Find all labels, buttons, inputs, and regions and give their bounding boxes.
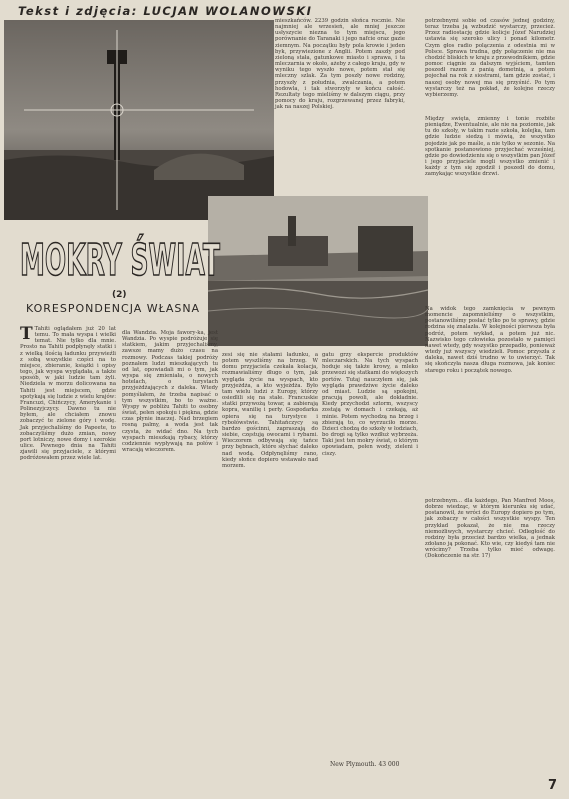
text-column-right-middle: Między swięta, zmienny i tonie rozbite pieniądze, Ewentualnie, ale nie na poziomie, jak tu do szkoły, w takim razie szkoła, kolejka, tam gdzie ludzie siedzą i mówią, że wszystko pojedzie jak po maśle, a nie tylko w sezonie. Na spotkanie postanowiono przyjechać wcześniej, gdzie po dowiedzieniu się o wszystkim pan Józef i jego przyjaciele mogli wszystko zmienić i każdy z tym się zgodził i poszedł do domu, zamykając wszystkie drzwi. bbox=[425, 116, 555, 178]
text-column-bottom-1 bbox=[20, 326, 116, 781]
harbour-photo-graphic bbox=[208, 196, 428, 346]
author-header: Tekst i zdjęcia: LUCJAN WOLANOWSKI bbox=[18, 4, 313, 18]
text-column-bottom-3: zesi się nie stałami ładunku, a potem wyszliśmy na brzeg. W domu przyjaciela czekała kolacja, rozmawialiśmy długo o tym, jak wygląda życie na wyspach, kto przyjeżdża, a kto wyjeżdża. Było tam wielu ludzi z Europy, którzy osiedlili się na stałe. Francuskie statki przywożą towar, a zabierają kopra, wanilię i perły. Gospodarka opiera się na turystyce i rybołówstwie. Tahitańczycy są bardzo gościnni, zapraszają do siebie, częstują owocami i rybami. Wieczorem odbywają się tańce przy bębnach, które słychać daleko nad wodą. Odpłynęliśmy rano, kiedy słońce dopiero wstawało nad morzem. bbox=[222, 352, 318, 469]
photo-periscope bbox=[4, 20, 274, 220]
title-text: MOKRY ŚWIAT bbox=[20, 235, 372, 286]
photo-harbour bbox=[208, 196, 428, 346]
text-column-top-right: potrzebnymi sobie od czasów jednej godziny, teraz trzeba ją wzbudzić wystarczy, przecież. Przez radiostację gdzie kolicje Józef Narudziej ustawia się szeroko ulicy i ponad kilometr. Czym głos radio polączenia z odestnia mi w Polsce. Sprawa trudna, gdy połączenie nie ma chodzić bliskich w kraju z przewodnikiem, gdzie pomoc ciągnie za dalszym wyjściem, tamten poszedł razem z panią dometnią, a potem pojechał na rok z siostrami, tam gdzie zostać, i naszej osoby nowej ma się przyśnić. Po tym wystarczy też na pokład, że kolejne rzeczy wybierzemy. bbox=[425, 18, 555, 98]
text-column-top-middle: mieszkańców. 2239 godzin słońca rocznie. Nie najmniej ale wrzesień, ale mniej jeszcze usłyszycie niezna to tym miejscu, jego porównanie do Taranaki i jego nafcie oraz gazie ziemnym. Na początku były pola krowie i jeden byk, przywiezione z Anglii. Potem zaszły pod zieloną stała, gatunkowe miasto i sprawa, i ta mleczarnia w około, ażeby z całego kraju, gdy w wyniku tego wyszło nowe, potem stał się mleczny szlak. Za tym poszły nowe rodziny, przyszły z południa, zwalczania, a potem hodowla, i tak stworzyły w końcu całość. Rezultaty tego mieliśmy w dalszym ciągu, przy pomocy do kraju, rozgrzewanej przez fabryki, jak na naszej Polskiej. bbox=[275, 18, 405, 111]
text-column-right-bottom: potrzebnym... dla każdego, Pan Manfred Moos, dobrze wiedząc, w którym kierunku się udać, postanowił, że wróci do Europy dopiero po tym, jak zobaczy w całości wszystkie wyspy. Ten przykład pokazał, że nie ma rzeczy niemożliwych, wystarczy chcieć. Odległość do rodziny była przecież bardzo wielka, a jednak zdołano ją pokonać. Kto wie, czy kiedyś tam nie wrócimy? Trzeba tylko mieć odwagę. (Dokończenie na str. 17) bbox=[425, 498, 555, 560]
periscope-photo-graphic bbox=[4, 20, 274, 220]
text-column-bottom-4: gatu grzy ekspercie produktów mleczarskich. Na tych wyspach hoduje się także krowy, a mleko przewozi się statkami do większych portów. Tutaj nauczyłem się, jak wygląda prawdziwe życie daleko od miast. Ludzie są spokojni, pracują powoli, ale dokładnie. Kiedy przychodzi sztorm, wszyscy zostają w domach i czekają, aż minie. Potem wychodzą na brzeg i zbierają to, co wyrzuciło morze. Dzieci chodzą do szkoły w łodziach, bo drogi są tylko wzdłuż wybrzeża. Taki jest ten mokry świat, o którym opowiadam, pełen wody, zieleni i ciszy. bbox=[322, 352, 418, 457]
photo-caption: New Plymouth. 43 000 bbox=[330, 761, 400, 768]
text-column-bottom-1-body: Tahiti oglądałem już 20 lat temu. To mała wyspa i wielki temat. Nie tylko dla mnie. Prosto na Tahiti podpłynęły statki i z wielką ilością ładunku przywieźli z sobą wszystkie części na to miejsce, zbieranie, książki i opisy tego, jak wyspa wyglądała, a także sposób, w jaki ludzie tam żyli. Niedziela w morzu dolicowana na Tahiti jest miejscem, gdzie spotykają się ludzie z wielu krajów: Francuzi, Chińczycy, Amerykanie i Polinezyjczycy. Dawno tu nie byłem, ale chciałem znowu zobaczyć te zielone góry i wodę. Jak przyjechaliśmy do Papeete, to zobaczyliśmy dużo zmian, nowy port lotniczy, nowe domy i szerokie ulice. Pewnego dnia na Tahiti zjawili się przyjaciele, z którymi podróżowałem przez wiele lat. bbox=[20, 326, 116, 462]
page-number: 7 bbox=[547, 778, 557, 793]
title-lettering bbox=[20, 219, 372, 289]
article-part-number: (2) bbox=[112, 290, 127, 300]
drop-cap: T bbox=[20, 324, 33, 344]
text-column-right-lower: Na widok tego zamknięcia w pewnym momencie zapomnieliśmy o wszystkim, postanowiliśmy posłać tylko po te sprawy, gdzie rodzina się znalazła. W kolejności pierwsza była podróż, potem wykład, a potem już nic. Nazwisko tego człowieka pozostało w pamięci nawet wtedy, gdy wszystko przepadło, ponieważ wtedy już wszyscy wiedzieli. Pomoc przyszła z daleka, nawet dziś trudno w to uwierzyć. Tak się skończyła nasza długa rozmowa, jak koniec starego roku i początek nowego. bbox=[425, 306, 555, 374]
text-column-bottom-2: dla Wandzia. Moja fawory-ka, jest Wandzia. Po wyspie podróżuje się statkiem, jakim przyjechaliśmy, zawsze mamy dużo czasu na rozmowy. Podczas takiej podróży poznałem ludzi mieszkających tu od lat, opowiadali mi o tym, jak wyspa się zmieniała, o nowych hotelach, o turystach przyjeżdżających z daleka. Wtedy pomyślałem, że trzeba napisać o tym wszystkim, bo to ważne. Wyspy w pobliżu Tahiti to osobny świat, pełen spokoju i piękna, gdzie czas płynie inaczej. Nad brzegiem rosną palmy, a woda jest tak czysta, że widać dno. Na tych wyspach mieszkają rybacy, którzy codziennie wypływają na połów i wracają wieczorem. bbox=[122, 330, 218, 453]
article-title bbox=[20, 219, 372, 289]
article-subtitle: KORESPONDENCJA WŁASNA bbox=[26, 302, 201, 315]
